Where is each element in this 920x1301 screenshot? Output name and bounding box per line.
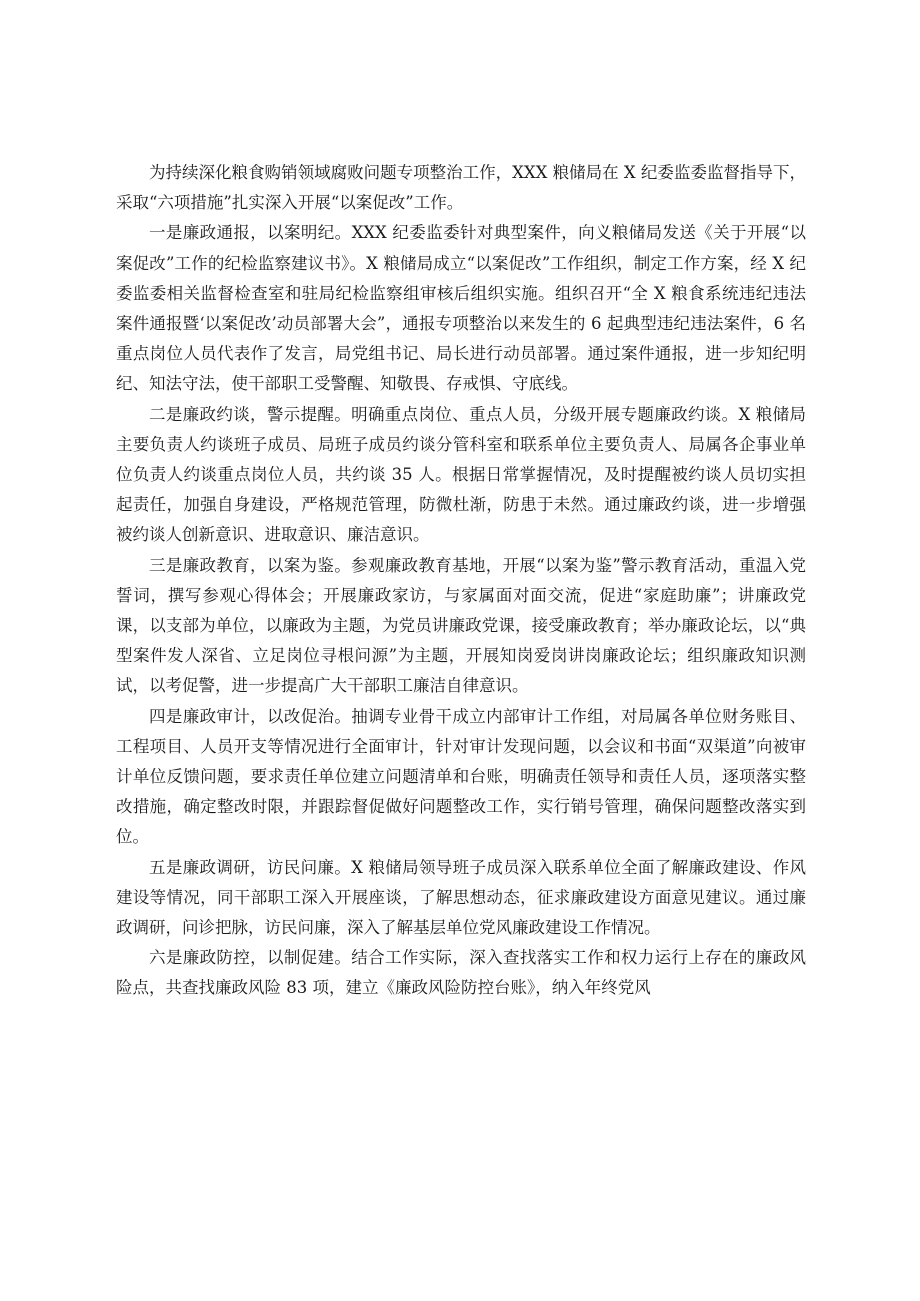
paragraph-measure-2: 二是廉政约谈，警示提醒。明确重点岗位、重点人员，分级开展专题廉政约谈。X 粮储局主要负责人约谈班子成员、局班子成员约谈分管科室和联系单位主要负责人、局属各企事业单位负责人约谈重点岗位人员，共约谈 35 人。根据日常掌握情况，及时提醒被约谈人员切实担起责任，加强自身建设，严格规范管理，防微杜渐，防患于未然。通过廉政约谈，进一步增强被约谈人创新意识、进取意识、廉洁意识。 <box>116 404 806 545</box>
paragraph-intro: 为持续深化粮食购销领域腐败问题专项整治工作，XXX 粮储局在 X 纪委监委监督指导下，采取“六项措施”扎实深入开展“以案促改”工作。 <box>116 163 806 213</box>
paragraph-measure-6: 六是廉政防控，以制促建。结合工作实际，深入查找落实工作和权力运行上存在的廉政风险点，共查找廉政风险 83 项，建立《廉政风险防控台账》，纳入年终党风 <box>116 948 806 998</box>
paragraph-measure-4: 四是廉政审计，以改促治。抽调专业骨干成立内部审计工作组，对局属各单位财务账目、工程项目、人员开支等情况进行全面审计，针对审计发现问题，以会议和书面“双渠道”向被审计单位反馈问题，要求责任单位建立问题清单和台账，明确责任领导和责任人员，逐项落实整改措施，确定整改时限，并跟踪督促做好问题整改工作，实行销号管理，确保问题整改落实到位。 <box>116 706 806 847</box>
paragraph-measure-5: 五是廉政调研，访民问廉。X 粮储局领导班子成员深入联系单位全面了解廉政建设、作风建设等情况，同干部职工深入开展座谈，了解思想动态，征求廉政建设方面意见建议。通过廉政调研，问诊把脉，访民问廉，深入了解基层单位党风廉政建设工作情况。 <box>116 857 806 938</box>
document-body <box>116 158 806 1004</box>
paragraph-measure-1: 一是廉政通报，以案明纪。XXX 纪委监委针对典型案件，向义粮储局发送《关于开展“以案促改”工作的纪检监察建议书》。X 粮储局成立“以案促改”工作组织，制定工作方案，经 X 纪委监委相关监督检查室和驻局纪检监察组审核后组织实施。组织召开“全 X 粮食系统违纪违法案件通报暨‘以案促改’动员部署大会”，通报专项整治以来发生的 6 起典型违纪违法案件，6 名重点岗位人员代表作了发言，局党组书记、局长进行动员部署。通过案件通报，进一步知纪明纪、知法守法，使干部职工受警醒、知敬畏、存戒惧、守底线。 <box>116 223 806 394</box>
paragraph-measure-3: 三是廉政教育，以案为鉴。参观廉政教育基地，开展“以案为鉴”警示教育活动，重温入党誓词，撰写参观心得体会；开展廉政家访，与家属面对面交流，促进“家庭助廉”；讲廉政党课，以支部为单位，以廉政为主题，为党员讲廉政党课，接受廉政教育；举办廉政论坛，以“典型案件发人深省、立足岗位寻根问源”为主题，开展知岗爱岗讲岗廉政论坛；组织廉政知识测试，以考促警，进一步提高广大干部职工廉洁自律意识。 <box>116 555 806 696</box>
